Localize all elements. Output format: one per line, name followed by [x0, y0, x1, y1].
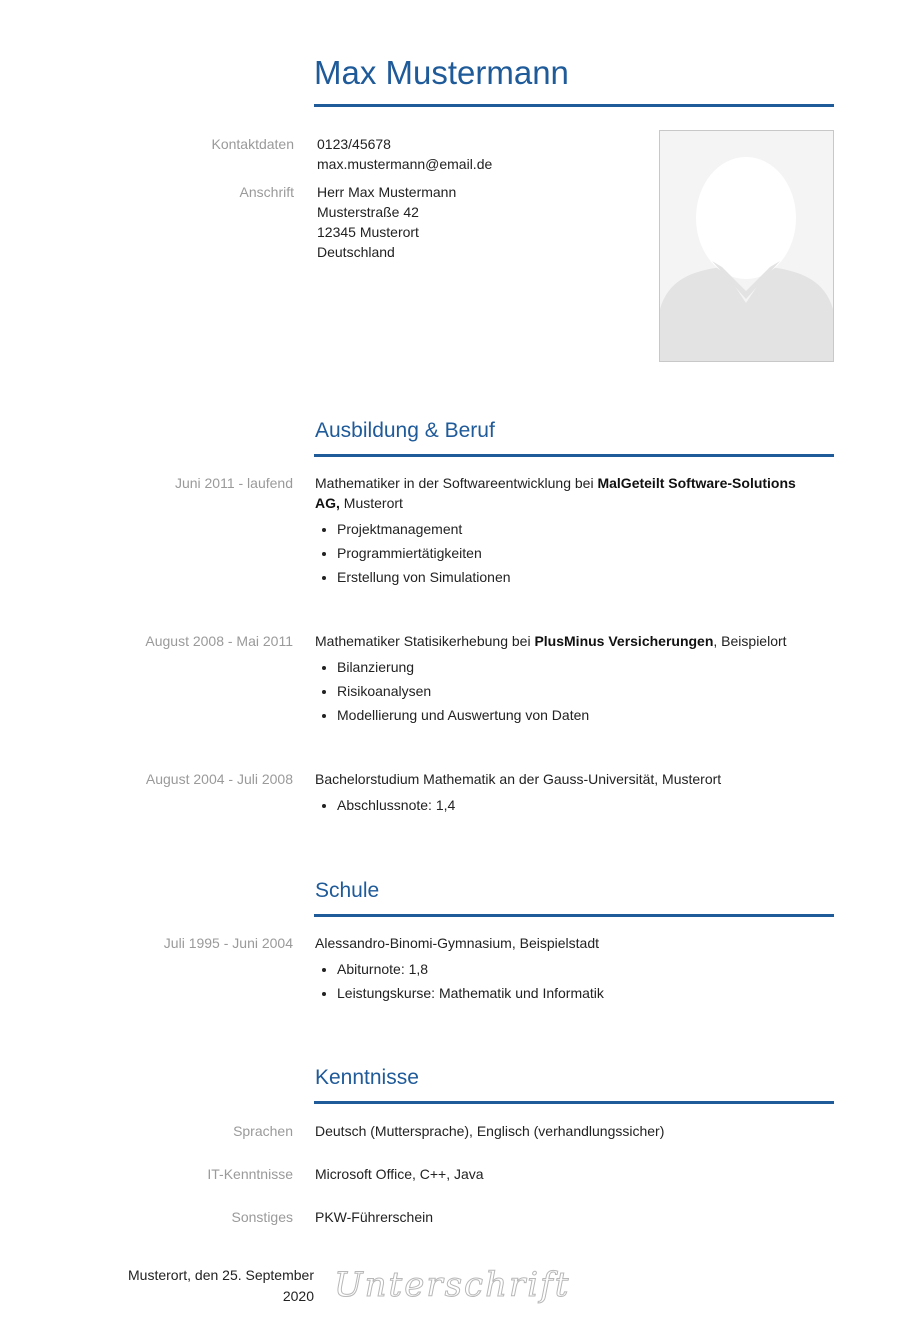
section-divider — [314, 1101, 834, 1104]
skill-label: Sonstiges — [231, 1209, 293, 1225]
entry-date: Juli 1995 - Juni 2004 — [163, 935, 293, 951]
entry-bullets — [315, 793, 820, 817]
address-line: Herr Max Mustermann — [317, 184, 457, 200]
address-line: 12345 Musterort — [317, 224, 419, 240]
career-entry — [315, 769, 820, 817]
skill-value: Deutsch (Muttersprache), Englisch (verhandlungssicher) — [315, 1123, 665, 1139]
entry-date: August 2008 - Mai 2011 — [145, 633, 293, 649]
address-block — [317, 182, 456, 262]
skill-value: PKW-Führerschein — [315, 1209, 434, 1225]
header-divider — [314, 104, 834, 107]
list-item: • Leistungskurse: Mathematik und Informatik — [337, 981, 820, 1005]
place-date: Musterort, den 25. September 2020 — [128, 1267, 314, 1304]
entry-bullets — [315, 517, 820, 589]
entry-bullets — [315, 655, 820, 727]
list-item: • Projektmanagement — [337, 517, 820, 541]
address-line: Deutschland — [317, 244, 395, 260]
list-item: • Bilanzierung — [337, 655, 820, 679]
school-entry — [315, 933, 820, 1005]
entry-date: August 2004 - Juli 2008 — [145, 771, 293, 787]
entry-description: Mathematiker Statisikerhebung bei PlusMinus Versicherungen, Beispielort — [315, 633, 787, 649]
career-entry — [315, 473, 820, 589]
list-item: • Erstellung von Simulationen — [337, 565, 820, 589]
section-divider — [314, 454, 834, 457]
contact-block — [317, 134, 492, 174]
address-line: Musterstraße 42 — [317, 204, 419, 220]
address-label: Anschrift — [239, 184, 294, 200]
section-divider — [314, 914, 834, 917]
contact-email: max.mustermann@email.de — [317, 156, 493, 172]
cv-name-heading: Max Mustermann — [314, 54, 569, 91]
list-item: • Abiturnote: 1,8 — [337, 957, 820, 981]
skill-value: Microsoft Office, C++, Java — [315, 1166, 484, 1182]
entry-description: Mathematiker in der Softwareentwicklung bei MalGeteilt Software-Solutions AG, Musterort — [315, 475, 796, 511]
entry-description: Bachelorstudium Mathematik an der Gauss-Universität, Musterort — [315, 771, 722, 787]
contact-phone: 0123/45678 — [317, 136, 391, 152]
skill-label: IT-Kenntnisse — [207, 1166, 293, 1182]
entry-date: Juni 2011 - laufend — [174, 475, 293, 491]
contact-label: Kontaktdaten — [211, 136, 294, 152]
section-title-skills: Kenntnisse — [315, 1066, 419, 1089]
list-item: • Modellierung und Auswertung von Daten — [337, 703, 820, 727]
company-name: PlusMinus Versicherungen — [534, 633, 714, 649]
signature-placeholder: Unterschrift — [334, 1265, 571, 1305]
career-entry — [315, 631, 820, 727]
profile-photo — [659, 130, 834, 362]
entry-description: Alessandro-Binomi-Gymnasium, Beispielstadt — [315, 935, 599, 951]
person-silhouette-icon — [660, 131, 833, 361]
section-title-school: Schule — [315, 879, 380, 902]
entry-bullets — [315, 957, 820, 1005]
company-name: MalGeteilt Software-Solutions AG, — [315, 475, 796, 511]
skill-label: Sprachen — [233, 1123, 293, 1139]
section-title-career: Ausbildung & Beruf — [315, 419, 495, 442]
list-item: • Risikoanalysen — [337, 679, 820, 703]
list-item: • Abschlussnote: 1,4 — [337, 793, 820, 817]
list-item: • Programmiertätigkeiten — [337, 541, 820, 565]
